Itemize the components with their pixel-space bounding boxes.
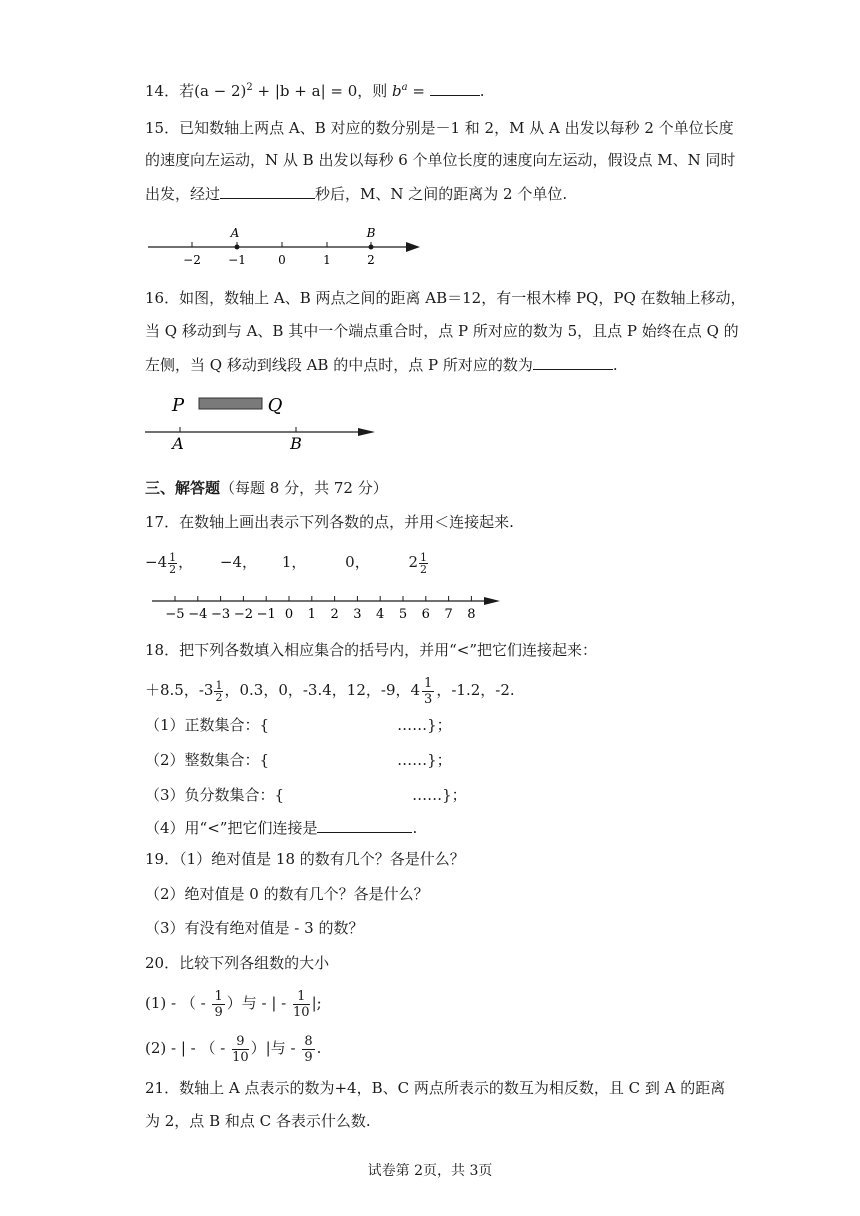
tick-label: 7 bbox=[444, 607, 453, 622]
q20-p1-text-2: ）与 - | - bbox=[226, 994, 292, 1012]
q14-power: a bbox=[401, 82, 408, 93]
q15-line-1: 15．已知数轴上两点 A、B 对应的数分别是－1 和 2，M 从 A 出发以每秒 2 个单位长度 bbox=[145, 119, 734, 137]
tick-label: 1 bbox=[323, 253, 331, 267]
tick-label: −1 bbox=[228, 253, 246, 267]
q20-p1-end: |; bbox=[311, 994, 322, 1012]
q16-line-2: 当 Q 移动到与 A、B 其中一个端点重合时，点 P 所对应的数为 5，且点 P 始终在点 Q 的 bbox=[145, 322, 739, 340]
label-q: Q bbox=[267, 395, 283, 416]
numerator: 1 bbox=[169, 550, 177, 564]
q17-n5 bbox=[408, 550, 429, 576]
q20-p2-end: . bbox=[316, 1039, 322, 1057]
q14-expr-2: + |b + a| = 0，则 bbox=[252, 82, 393, 100]
label-p: P bbox=[171, 395, 185, 416]
set-end: ……}； bbox=[397, 751, 452, 769]
fraction bbox=[293, 989, 310, 1020]
q21-line-1: 21．数轴上 A 点表示的数为+4，B、C 两点所表示的数互为相反数，且 C 到 A 的距离 bbox=[145, 1079, 726, 1097]
q17-number-line bbox=[140, 590, 510, 624]
denominator: 10 bbox=[293, 1004, 310, 1020]
tick-label: 1 bbox=[307, 607, 316, 622]
q21-line-2: 为 2，点 B 和点 C 各表示什么数. bbox=[145, 1112, 371, 1130]
set-label: （1）正数集合：{ bbox=[145, 716, 270, 734]
q18-nums-c: ，-1.2，-2. bbox=[436, 681, 515, 699]
answer-blank[interactable] bbox=[430, 81, 480, 96]
q19-line-3: （3）有没有绝对值是 - 3 的数？ bbox=[145, 919, 364, 937]
answer-blank[interactable] bbox=[317, 818, 412, 833]
denominator: 9 bbox=[304, 1049, 313, 1065]
stick-pq bbox=[199, 398, 262, 409]
numerator: 8 bbox=[304, 1033, 313, 1049]
section-heading bbox=[145, 478, 388, 498]
tick-label: 4 bbox=[376, 607, 385, 622]
q17-n1-whole: −4 bbox=[145, 553, 168, 571]
q14-end: . bbox=[479, 82, 485, 100]
numerator: 1 bbox=[424, 675, 433, 691]
answer-blank[interactable] bbox=[533, 355, 613, 370]
denominator: 9 bbox=[214, 1004, 223, 1020]
tick-label: 2 bbox=[330, 607, 339, 622]
point-a bbox=[235, 245, 240, 250]
tick-label: 8 bbox=[467, 607, 476, 622]
q14 bbox=[145, 78, 485, 101]
q17-ticks bbox=[165, 596, 475, 622]
q15-line-2: 的速度向左运动，N 从 B 出发以每秒 6 个单位长度的速度向左运动，假设点 M、N 同时 bbox=[145, 151, 736, 169]
point-a-label: A bbox=[230, 226, 240, 240]
denominator: 10 bbox=[232, 1049, 249, 1065]
tick-label: −2 bbox=[233, 607, 253, 622]
q18-set-3 bbox=[145, 785, 467, 805]
q17-sep: ， bbox=[178, 553, 194, 571]
tick-label: 2 bbox=[367, 253, 375, 267]
set-end: ……}； bbox=[412, 786, 467, 804]
denominator: 2 bbox=[420, 562, 428, 576]
denominator: 3 bbox=[424, 691, 433, 707]
q17-n1-fraction bbox=[168, 552, 177, 575]
q15-number-line bbox=[140, 220, 430, 270]
q18-fraction-2 bbox=[422, 676, 434, 707]
q20-part-2 bbox=[145, 1030, 321, 1066]
tick-label: −1 bbox=[256, 607, 276, 622]
q16-text: 左侧，当 Q 移动到线段 AB 的中点时，点 P 所对应的数为 bbox=[145, 356, 533, 374]
fraction bbox=[302, 1034, 314, 1065]
fraction bbox=[232, 1034, 249, 1065]
answer-blank[interactable] bbox=[220, 184, 315, 199]
q14-equals: = bbox=[407, 82, 430, 100]
q20-p2-text: (2) - | - （ - bbox=[145, 1039, 231, 1057]
tick-label: 5 bbox=[398, 607, 408, 622]
q20-p1-text: (1) - （ - bbox=[145, 994, 211, 1012]
q18-line-1: 18．把下列各数填入相应集合的括号内，并用“<”把它们连接起来： bbox=[145, 641, 597, 659]
q15-text: 出发，经过 bbox=[145, 185, 221, 203]
numerator: 1 bbox=[214, 988, 223, 1004]
q16-figure bbox=[140, 390, 390, 455]
q15-ticks bbox=[183, 242, 375, 267]
q17-n5-whole: 2 bbox=[408, 553, 419, 571]
q18-nums-b: ，0.3，0，-3.4，12，-9，4 bbox=[224, 681, 421, 699]
label-b: B bbox=[290, 434, 302, 453]
q16-text-end: . bbox=[612, 356, 618, 374]
axis-arrow bbox=[406, 242, 420, 252]
q18-order-end: . bbox=[412, 819, 418, 837]
q14-number: 14．若 bbox=[145, 82, 195, 100]
q18-order-text: （4）用“<”把它们连接是 bbox=[145, 819, 318, 837]
tick-label: −4 bbox=[188, 607, 208, 622]
tick-label: −3 bbox=[211, 607, 231, 622]
q20-line-1: 20．比较下列各组数的大小 bbox=[145, 954, 330, 972]
q18-set-1 bbox=[145, 715, 452, 735]
axis-arrow bbox=[484, 597, 500, 605]
q19-line-2: （2）绝对值是 0 的数有几个？各是什么？ bbox=[145, 885, 429, 903]
q14-expr: (a − 2) bbox=[194, 82, 247, 100]
tick-label: 6 bbox=[421, 607, 430, 622]
q20-p2-text-2: ）|与 - bbox=[250, 1039, 301, 1057]
q14-exponent: 2 bbox=[246, 82, 253, 93]
tick-label: −2 bbox=[183, 253, 201, 267]
q18-set-4 bbox=[145, 818, 417, 838]
tick-label: 3 bbox=[353, 607, 362, 622]
q15-line-3 bbox=[145, 184, 567, 204]
q17-n3: 1， bbox=[281, 553, 307, 571]
q19-line-1: 19．（1）绝对值是 18 的数有几个？各是什么？ bbox=[145, 850, 465, 868]
q18-fraction-1 bbox=[214, 680, 223, 703]
set-end: ……}； bbox=[397, 716, 452, 734]
set-label: （2）整数集合：{ bbox=[145, 751, 270, 769]
numerator: 1 bbox=[215, 678, 223, 692]
axis-arrow bbox=[358, 428, 375, 436]
fraction bbox=[212, 989, 224, 1020]
q18-numbers bbox=[145, 675, 515, 707]
tick-label: 0 bbox=[278, 253, 286, 267]
q17-n5-fraction bbox=[419, 552, 428, 575]
q20-part-1 bbox=[145, 985, 322, 1021]
denominator: 2 bbox=[215, 690, 223, 704]
q14-base: b bbox=[392, 82, 402, 100]
q17-n4: 0， bbox=[345, 553, 370, 571]
label-a: A bbox=[172, 434, 184, 453]
q15-text-end: 秒后，M、N 之间的距离为 2 个单位. bbox=[315, 185, 568, 203]
denominator: 2 bbox=[169, 562, 177, 576]
q17-line-1: 17．在数轴上画出表示下列各数的点，并用＜连接起来. bbox=[145, 513, 514, 531]
q16-line-3 bbox=[145, 355, 618, 375]
q17-numbers bbox=[145, 549, 429, 575]
tick-label: 0 bbox=[284, 607, 294, 622]
q18-nums-a: ＋8.5，-3 bbox=[145, 681, 214, 699]
section-title: 三、解答题 bbox=[145, 479, 221, 497]
section-note: （每题 8 分，共 72 分） bbox=[220, 479, 388, 497]
numerator: 1 bbox=[293, 989, 310, 1005]
numerator: 1 bbox=[420, 550, 428, 564]
set-label: （3）负分数集合：{ bbox=[145, 786, 285, 804]
point-b bbox=[369, 245, 374, 250]
numerator: 9 bbox=[232, 1034, 249, 1050]
q17-n2: −4， bbox=[219, 553, 258, 571]
q18-set-2 bbox=[145, 750, 452, 770]
tick-label: −5 bbox=[165, 607, 185, 622]
page-footer: 试卷第 2页，共 3页 bbox=[367, 1163, 493, 1179]
point-b-label: B bbox=[366, 226, 376, 240]
q16-line-1: 16．如图，数轴上 A、B 两点之间的距离 AB＝12，有一根木棒 PQ，PQ 在数轴上移动， bbox=[145, 289, 746, 307]
